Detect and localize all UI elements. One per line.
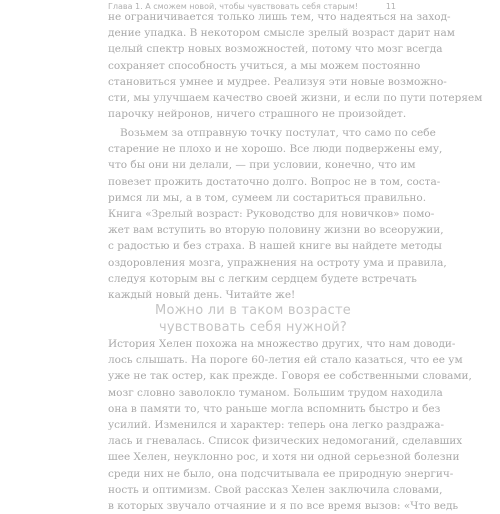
- text-line: дение упадка. В некотором смысле зрелый возраст дарит нам: [108, 27, 455, 40]
- text-line: не ограничивается только лишь тем, что надеяться на заход-: [108, 11, 451, 23]
- section-heading-line: чувствовать себя нужной?: [159, 320, 347, 335]
- text-line: она в памяти то, что раньше могла вспомнить быстро и без: [108, 402, 441, 415]
- text-line: жет вам вступить во вторую половину жизни во всеоружии,: [108, 224, 444, 237]
- text-line: целый спектр новых возможностей, потому что мозг всегда: [108, 43, 443, 56]
- text-line: следуя которым вы с легким сердцем будете встречать: [108, 272, 417, 285]
- text-line: ность и оптимизм. Свой рассказ Хелен заключила словами,: [108, 483, 443, 496]
- text-line: мозг словно заволокло туманом. Большим трудом находила: [108, 386, 443, 399]
- text-line: парочку нейронов, ничего страшного не произойдет.: [108, 108, 407, 121]
- text-line: оздоровления мозга, упражнения на остроту ума и правила,: [108, 256, 447, 269]
- paragraph-1: [108, 9, 483, 122]
- text-line: Книга «Зрелый возраст: Руководство для новичков» помо-: [108, 208, 435, 221]
- text-line: в которых звучало отчаяние и я по все время вызов: «Что ведь: [108, 500, 459, 513]
- page-number: 11: [385, 1, 396, 11]
- text-line: лась и гневалась. Список физических недомоганий, сделавших: [108, 435, 463, 448]
- text-line: среди них не было, она подсчитывала ее природную энергич-: [108, 467, 454, 480]
- section-heading-line: Можно ли в таком возрасте: [155, 303, 351, 318]
- text-line: лось слышать. На пороге 60-летия ей стало казаться, что ее ум: [108, 354, 463, 367]
- text-line: что бы они ни делали, — при условии, конечно, что им: [108, 159, 416, 172]
- paragraph-3: [108, 336, 472, 514]
- running-head-chapter: Глава 1. А сможем новой, чтобы чувствовать себя старым!: [108, 1, 358, 11]
- text-line: сохраняет способность учиться, а мы можем постоянно: [108, 59, 421, 72]
- text-line: шее Хелен, неуклонно рос, и хотя ни одной серьезной болезни: [108, 451, 460, 464]
- text-line: каждый новый день. Читайте же!: [108, 289, 296, 302]
- section-heading: [108, 302, 398, 336]
- text-line: римся ли мы, а в том, сумеем ли состариться правильно.: [108, 191, 427, 204]
- text-line: сти, мы улучшаем качество своей жизни, и если по пути потеряем: [108, 92, 483, 105]
- text-line: повезет прожить достаточно долго. Вопрос не в том, соста-: [108, 175, 441, 188]
- text-line: с радостью и без страха. В нашей книге вы найдете методы: [108, 240, 442, 253]
- text-line: старение не плохо и не хорошо. Все люди подвержены ему,: [108, 143, 443, 156]
- text-line: История Хелен похожа на множество других, что нам доводи-: [108, 338, 456, 350]
- text-line: уже не так остер, как прежде. Говоря ее собственными словами,: [108, 370, 472, 383]
- text-line: усилий. Изменился и характер: теперь она легко раздража-: [108, 419, 445, 432]
- text-line: Возьмем за отправную точку постулат, что само по себе: [120, 127, 436, 139]
- text-line: становиться умнее и мудрее. Реализуя эти новые возможно-: [108, 75, 447, 88]
- paragraph-2: [108, 125, 447, 303]
